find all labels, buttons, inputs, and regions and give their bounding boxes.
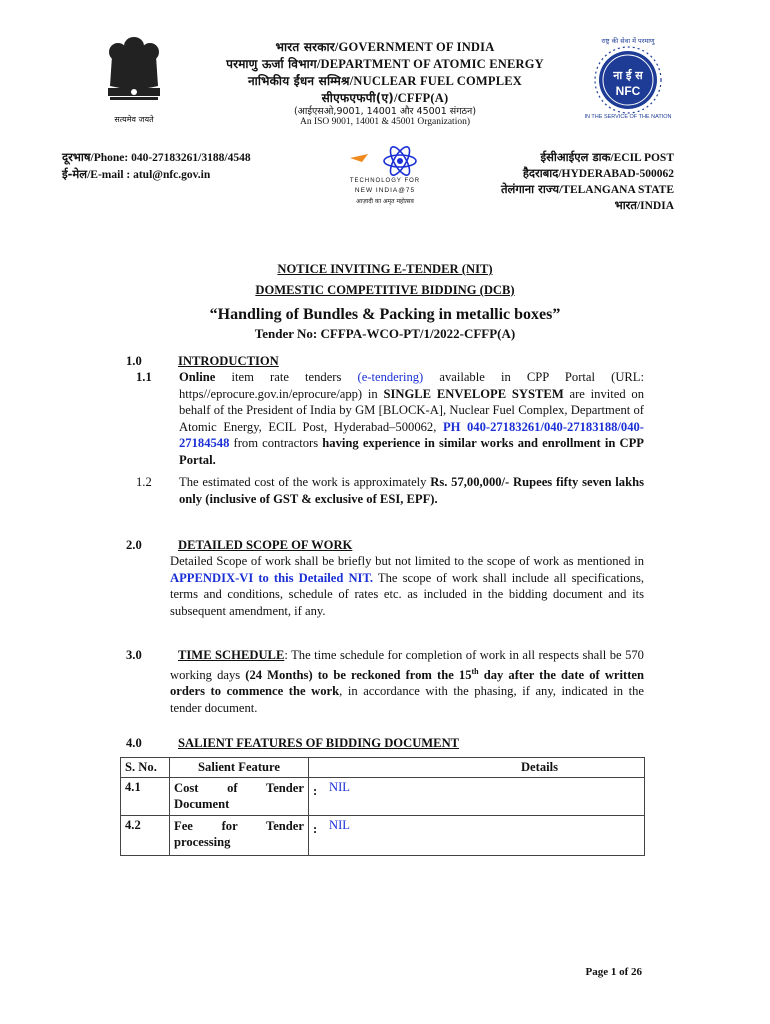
iso-hindi: (आईएसओ,9001, 14001 और 45001 संगठन) — [293, 106, 477, 117]
dae-logo-line1: TECHNOLOGY FOR — [349, 178, 421, 184]
section-2-paragraph: Detailed Scope of work shall be briefly but not limited to the scope of work as mentioned in APPENDIX-VI to this Detailed NIT. The scope of work shall include all specifications, terms and conditions, schedule of rates etc. as included in the bidding document and its subsequent amendment, if any. — [170, 554, 644, 618]
tender-number: Tender No: CFFPA-WCO-PT/1/2022-CFFP(A) — [254, 326, 516, 341]
work-title: “Handling of Bundles & Packing in metallic boxes” — [209, 306, 561, 323]
row-feature: Cost of Tender Document — [170, 778, 309, 816]
address-state: तेलंगाना राज्य/TELANGANA STATE — [500, 182, 674, 196]
dae-technology-logo — [340, 144, 430, 210]
col-sno: S. No. — [121, 758, 170, 778]
table-header-row — [121, 758, 645, 778]
header-dae: परमाणु ऊर्जा विभाग/DEPARTMENT OF ATOMIC ENERGY — [226, 57, 544, 71]
iso-english: An ISO 9001, 14001 & 45001 Organization) — [299, 117, 471, 127]
row-feature: Fee for Tender processing — [170, 816, 309, 856]
address-city: हैदराबाद/HYDERABAD-500062 — [522, 166, 674, 180]
nfc-logo-bottom-text: IN THE SERVICE OF THE NATION — [584, 114, 672, 120]
section-2-number: 2.0 — [126, 538, 142, 552]
national-emblem-logo — [100, 34, 168, 124]
section-4-heading: SALIENT FEATURES OF BIDDING DOCUMENT — [178, 736, 460, 750]
emblem-caption: सत्यमेव जयते — [114, 115, 154, 124]
dae-logo-line2: NEW INDIA@75 — [354, 187, 416, 194]
header-gov: भारत सरकार/GOVERNMENT OF INDIA — [275, 40, 495, 54]
section-2-heading: DETAILED SCOPE OF WORK — [178, 538, 353, 552]
email-line: ई-मेल/E-mail : atul@nfc.gov.in — [62, 167, 211, 181]
row-details: NIL — [325, 816, 645, 856]
header-nfc: नाभिकीय ईंधन सम्मिश्र/NUCLEAR FUEL COMPLEX — [247, 74, 523, 88]
nfc-logo-hindi: ना ई स — [613, 69, 643, 82]
section-4-number: 4.0 — [126, 736, 142, 750]
nfc-logo — [582, 32, 674, 124]
nit-title: NOTICE INVITING E-TENDER (NIT) — [277, 262, 493, 276]
atom-icon — [340, 144, 430, 178]
row-sno: 4.2 — [121, 816, 170, 856]
col-details: Details — [309, 758, 645, 778]
table-row — [121, 778, 645, 816]
para-1-1: Online item rate tenders (e-tendering) available in CPP Portal (URL: https//eprocure.gov.in/eprocure/app) in SINGLE ENVELOPE SYSTEM are invited on behalf of the President of India by GM [BLOCK-A], Nuclear Fuel Complex, Department of Atomic Energy, ECIL Post, Hyderabad–500062, PH 040-27183261/040-27183188/040-27184548 from contractors having experience in similar works and enrollment in CPP Portal. — [179, 370, 645, 467]
row-details: NIL — [325, 778, 645, 816]
address-country: भारत/INDIA — [614, 198, 674, 212]
salient-features-table — [120, 757, 645, 856]
row-separator: : — [309, 816, 326, 856]
address-post: ईसीआईएल डाक/ECIL POST — [540, 150, 674, 164]
section-1-number: 1.0 — [126, 354, 142, 368]
row-separator: : — [309, 778, 326, 816]
para-1-1-number: 1.1 — [136, 370, 152, 384]
nfc-logo-text: NFC — [615, 84, 641, 98]
row-sno: 4.1 — [121, 778, 170, 816]
section-3-number: 3.0 — [126, 648, 142, 662]
nfc-logo-top-text: राष्ट्र की सेवा में परमाणु — [601, 37, 655, 45]
lion-capital-icon — [100, 34, 168, 124]
header-cffp: सीएफएफपी(ए)/CFFP(A) — [321, 91, 449, 105]
col-feature: Salient Feature — [170, 758, 309, 778]
para-1-2: The estimated cost of the work is approximately Rs. 57,00,000/- Rupees fifty seven lakhs only (inclusive of GST & exclusive of ESI, EPF). — [179, 475, 644, 506]
dcb-title: DOMESTIC COMPETITIVE BIDDING (DCB) — [255, 283, 515, 297]
para-1-2-number: 1.2 — [136, 475, 152, 489]
dae-logo-line3: आज़ादी का अमृत महोत्सव — [356, 198, 414, 205]
section-3-paragraph: TIME SCHEDULE: The time schedule for completion of work in all respects shall be 570 working days (24 Months) to be reckoned from the 15th day after the date of written orders to commence the work, in accordance with the phasing, if any, indicated in the tender document. — [170, 648, 644, 715]
table-row — [121, 816, 645, 856]
section-1-heading: INTRODUCTION — [178, 354, 279, 368]
phone-line: दूरभाष/Phone: 040-27183261/3188/4548 — [62, 150, 251, 164]
page-number: Page 1 of 26 — [585, 966, 642, 978]
